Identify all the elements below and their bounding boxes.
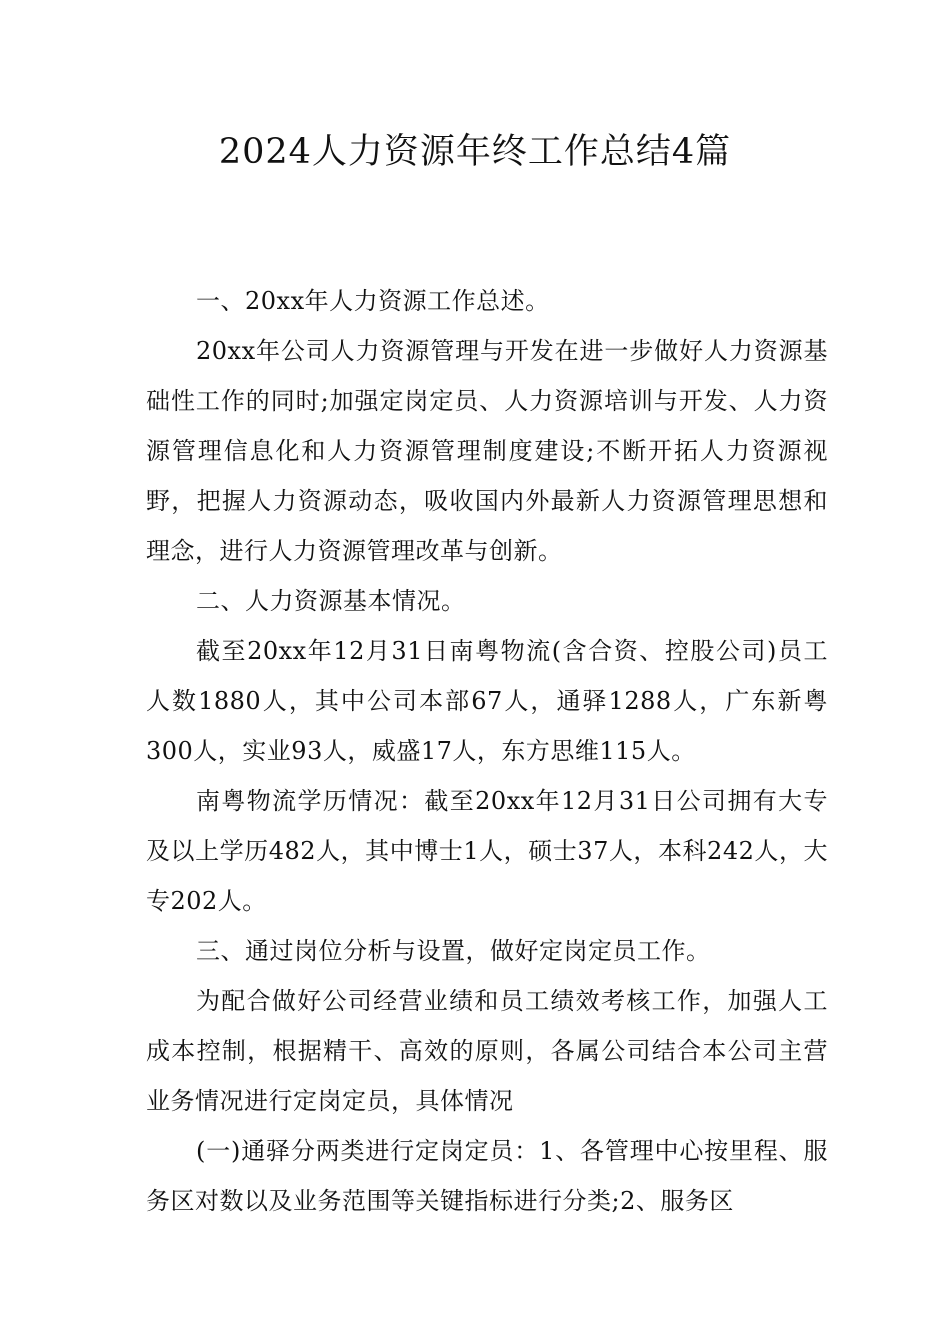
paragraph-section-1-heading: 一、20xx年人力资源工作总述。	[196, 287, 550, 315]
paragraph-tongyi-staffing: (一)通驿分两类进行定岗定员：1、各管理中心按里程、服务区对数以及业务范围等关键指标进行分类;2、服务区	[146, 1137, 828, 1215]
paragraph-education: 南粤物流学历情况：截至20xx年12月31日公司拥有大专及以上学历482人，其中博士1人，硕士37人，本科242人，大专202人。	[146, 787, 828, 915]
paragraph-overview: 20xx年公司人力资源管理与开发在进一步做好人力资源基础性工作的同时;加强定岗定员、人力资源培训与开发、人力资源管理信息化和人力资源管理制度建设;不断开拓人力资源视野，把握人力资源动态，吸收国内外最新人力资源管理思想和理念，进行人力资源管理改革与创新。	[146, 337, 828, 565]
paragraph-section-3-heading: 三、通过岗位分析与设置，做好定岗定员工作。	[196, 937, 711, 965]
document-body	[146, 276, 828, 1226]
paragraph-headcount: 截至20xx年12月31日南粤物流(含合资、控股公司)员工人数1880人，其中公司本部67人，通驿1288人，广东新粤300人，实业93人，威盛17人，东方思维115人。	[146, 637, 828, 765]
document-title: 2024人力资源年终工作总结4篇	[218, 132, 732, 172]
paragraph-section-2-heading: 二、人力资源基本情况。	[196, 587, 466, 615]
paragraph-staffing: 为配合做好公司经营业绩和员工绩效考核工作，加强人工成本控制，根据精干、高效的原则，各属公司结合本公司主营业务情况进行定岗定员，具体情况	[146, 987, 828, 1115]
